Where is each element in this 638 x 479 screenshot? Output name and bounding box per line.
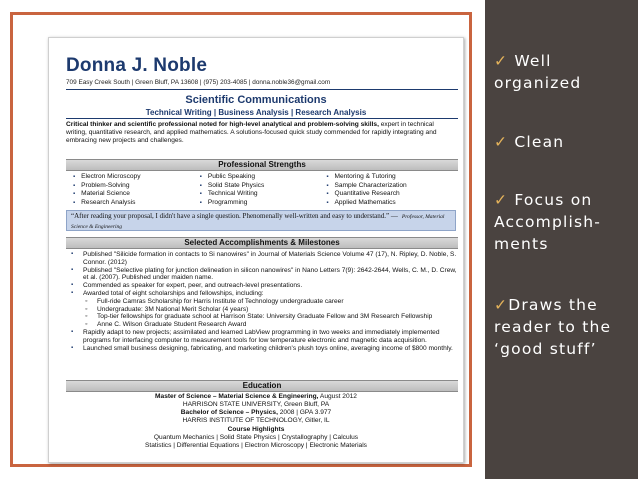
accomplishment-subitem: ◦ Full-ride Camras Scholarship for Harris Institute of Technology undergraduate career <box>71 298 457 306</box>
bullet-text: Draws the reader to the ‘good stuff’ <box>494 296 612 358</box>
bs-degree-line <box>49 409 463 417</box>
check-icon: ✓ <box>494 52 509 70</box>
accomplishment-item: ▪ Rapidly adapt to new projects; assimilated and learned LabView programming in two weeks and immediately implemented programs for interfacing computer to measurement tools for low temperature electronic and magnetic data acquisition. <box>71 329 457 345</box>
accomplishment-subitem: ◦ Anne C. Wilson Graduate Student Research Award <box>71 321 457 329</box>
ms-school: HARRISON STATE UNIVERSITY, Green Bluff, PA <box>182 401 330 408</box>
resume-contact: 709 Easy Creek South | Green Bluff, PA 13608 | (975) 203-4085 | donna.noble36@gmail.com <box>66 79 331 86</box>
resume-image <box>48 37 464 463</box>
bs-date: 2008 | GPA 3.977 <box>277 409 332 416</box>
bs-school: HARRIS INSTITUTE OF TECHNOLOGY, Gitler, IL <box>182 417 330 424</box>
strength-item: ▪ Sample Characterization <box>326 182 453 191</box>
strength-item: ▪ Technical Writing <box>200 190 327 199</box>
resume-subtitle: Technical Writing | Business Analysis | Research Analysis <box>145 108 367 117</box>
bullet-text: Clean <box>508 133 565 151</box>
strength-item: ▪ Programming <box>200 199 327 208</box>
strengths-column <box>73 173 200 208</box>
strength-item: ▪ Problem-Solving <box>73 182 200 191</box>
subtitle-rule <box>66 118 458 119</box>
ms-degree-line <box>49 393 463 401</box>
course-heading: Course Highlights <box>227 426 285 433</box>
strength-item: ▪ Mentoring & Tutoring <box>326 173 453 182</box>
resume-summary <box>66 121 456 145</box>
slide-frame <box>10 12 472 467</box>
strength-item: ▪ Applied Mathematics <box>326 199 453 208</box>
accomplishment-item: ▪ Commended as speaker for expert, peer, and outreach-level presentations. <box>71 282 457 290</box>
testimonial-quote <box>66 210 456 231</box>
bullet-draws-reader <box>494 294 629 360</box>
accomplishment-item: ▪ Published "Selective plating for junction delineation in silicon nanowires" in Nano Letters 7(9): 2642-2644, Wells, C. M., D. Crew, et al. (2007). Published under maiden name. <box>71 267 457 283</box>
accomplishment-subitem: ◦ Undergraduate: 3M National Merit Scholar (4 years) <box>71 306 457 314</box>
summary-bold: Critical thinker and scientific professional noted for high-level analytical and problem-solving skills, <box>66 121 379 128</box>
accomplishment-item: ▪ Launched small business designing, fabricating, and marketing children's plush toys online, averaging income of $800 monthly. <box>71 345 457 353</box>
header-rule <box>66 89 458 90</box>
bs-degree: Bachelor of Science – Physics, <box>180 409 278 416</box>
resume-name: Donna J. Noble <box>66 55 208 76</box>
accomplishment-item: ▪ Awarded total of eight scholarships and fellowships, including: <box>71 290 457 298</box>
bullet-text: Well organized <box>494 52 582 92</box>
check-icon: ✓ <box>494 191 509 209</box>
bullet-focus <box>494 189 634 255</box>
check-icon: ✓ <box>494 133 509 151</box>
check-icon: ✓ <box>494 296 509 314</box>
ms-date: August 2012 <box>318 393 357 400</box>
accomplishments-list <box>71 251 457 352</box>
strength-item: ▪ Quantitative Research <box>326 190 453 199</box>
strength-item: ▪ Electron Microscopy <box>73 173 200 182</box>
quote-source: Professor, Material Science & Engineering <box>71 214 445 230</box>
bullet-clean <box>494 131 629 153</box>
ms-degree: Master of Science – Material Science & Engineering, <box>155 393 319 400</box>
strength-item: ▪ Solid State Physics <box>200 182 327 191</box>
section-education: Education <box>66 380 458 392</box>
strengths-column <box>326 173 453 208</box>
strengths-list <box>73 173 453 208</box>
strength-item: ▪ Material Science <box>73 190 200 199</box>
strength-item: ▪ Research Analysis <box>73 199 200 208</box>
resume-title: Scientific Communications <box>185 94 327 106</box>
strength-item: ▪ Public Speaking <box>200 173 327 182</box>
bullet-text: Focus on Accomplish-ments <box>494 191 602 253</box>
bullet-well-organized <box>494 50 629 94</box>
strengths-column <box>200 173 327 208</box>
quote-text: “After reading your proposal, I didn't have a single question. Phenomenally well-written and easy to understand.” — <box>71 212 398 220</box>
commentary-panel <box>485 0 638 479</box>
courses-line-2: Statistics | Differential Equations | Electron Microscopy | Electronic Materials <box>145 442 367 449</box>
accomplishment-subitem: ◦ Top-tier fellowships for graduate school at Harrison State: University Graduate Fellow and 3M Research Fellowship <box>71 313 457 321</box>
courses-line-1: Quantum Mechanics | Solid State Physics | Crystallography | Calculus <box>153 434 359 441</box>
section-strengths: Professional Strengths <box>66 159 458 171</box>
accomplishment-item: ▪ Published "Silicide formation in contacts to Si nanowires" in Journal of Materials Science Volume 47 (17), N. Ripley, D. Noble, S. Connor. (2012) <box>71 251 457 267</box>
section-accomplishments: Selected Accomplishments & Milestones <box>66 237 458 249</box>
summary-text: expert in technical writing, quantitative research, and applied mathematics. A solutions-focused quick study commended for rapidly integrating and embracing new projects and challenges. <box>66 121 437 144</box>
